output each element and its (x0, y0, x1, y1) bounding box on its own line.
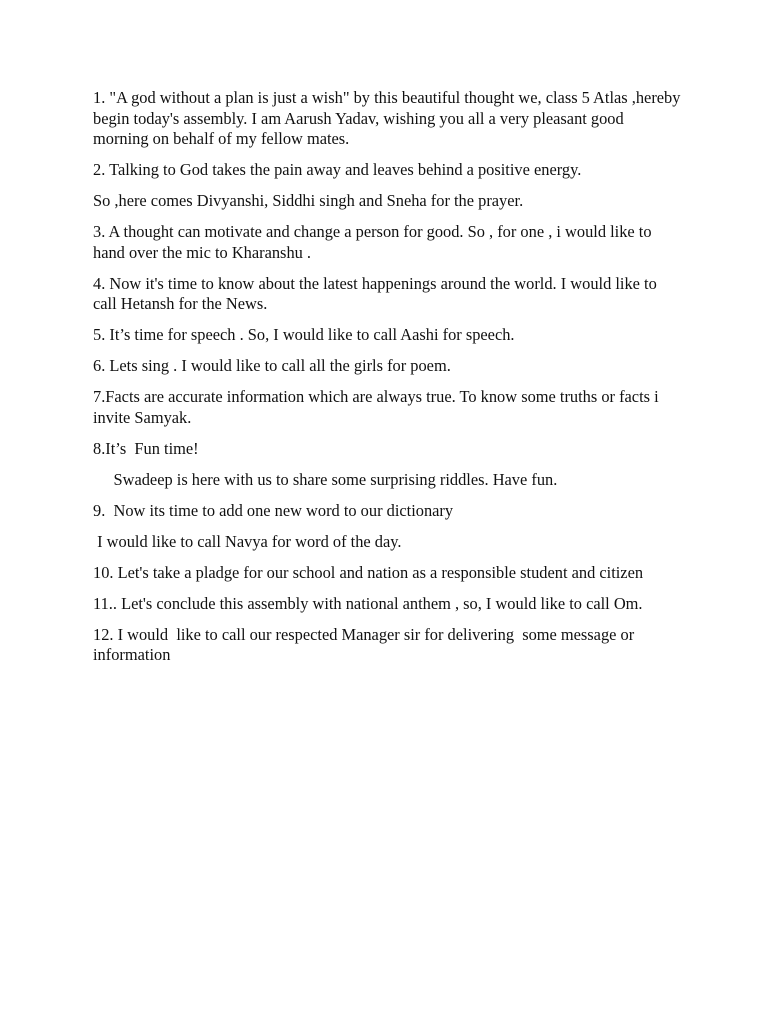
paragraph-opening: 1. "A god without a plan is just a wish" by this beautiful thought we, class 5 Atlas ,hereby begin today's assembly. I am Aarush Yadav, wishing you all a very pleasant good morning on behalf of my fellow mates. (93, 88, 685, 149)
paragraph-item-8: 8.It’s Fun time! (93, 438, 199, 458)
paragraph-prayer: So ,here comes Divyanshi, Siddhi singh and Sneha for the prayer. (93, 191, 524, 211)
paragraph-item-9: 9. Now its time to add one new word to our dictionary (93, 500, 454, 520)
paragraph-item-2: 2. Talking to God takes the pain away and leaves behind a positive energy. (93, 160, 582, 180)
paragraph-item-11: 11.. Let's conclude this assembly with national anthem , so, I would like to call Om. (93, 593, 643, 613)
paragraph-item-4: 4. Now it's time to know about the latest happenings around the world. I would like to call Hetansh for the News. (93, 273, 661, 314)
paragraph-item-6: 6. Lets sing . I would like to call all the girls for poem. (93, 356, 451, 376)
paragraph-item-3: 3. A thought can motivate and change a person for good. So , for one , i would like to hand over the mic to Kharanshu . (93, 222, 656, 262)
document-body (93, 88, 683, 676)
paragraph-item-5: 5. It’s time for speech . So, I would like to call Aashi for speech. (93, 325, 515, 345)
paragraph-item-7: 7.Facts are accurate information which are always true. To know some truths or facts i invite Samyak. (93, 387, 663, 427)
paragraph-item-10: 10. Let's take a pladge for our school and nation as a responsible student and citizen (93, 562, 644, 582)
paragraph-word-of-day: I would like to call Navya for word of the day. (93, 531, 402, 551)
paragraph-riddles: Swadeep is here with us to share some surprising riddles. Have fun. (93, 469, 558, 489)
paragraph-item-12: 12. I would like to call our respected Manager sir for delivering some message or information (93, 624, 639, 665)
